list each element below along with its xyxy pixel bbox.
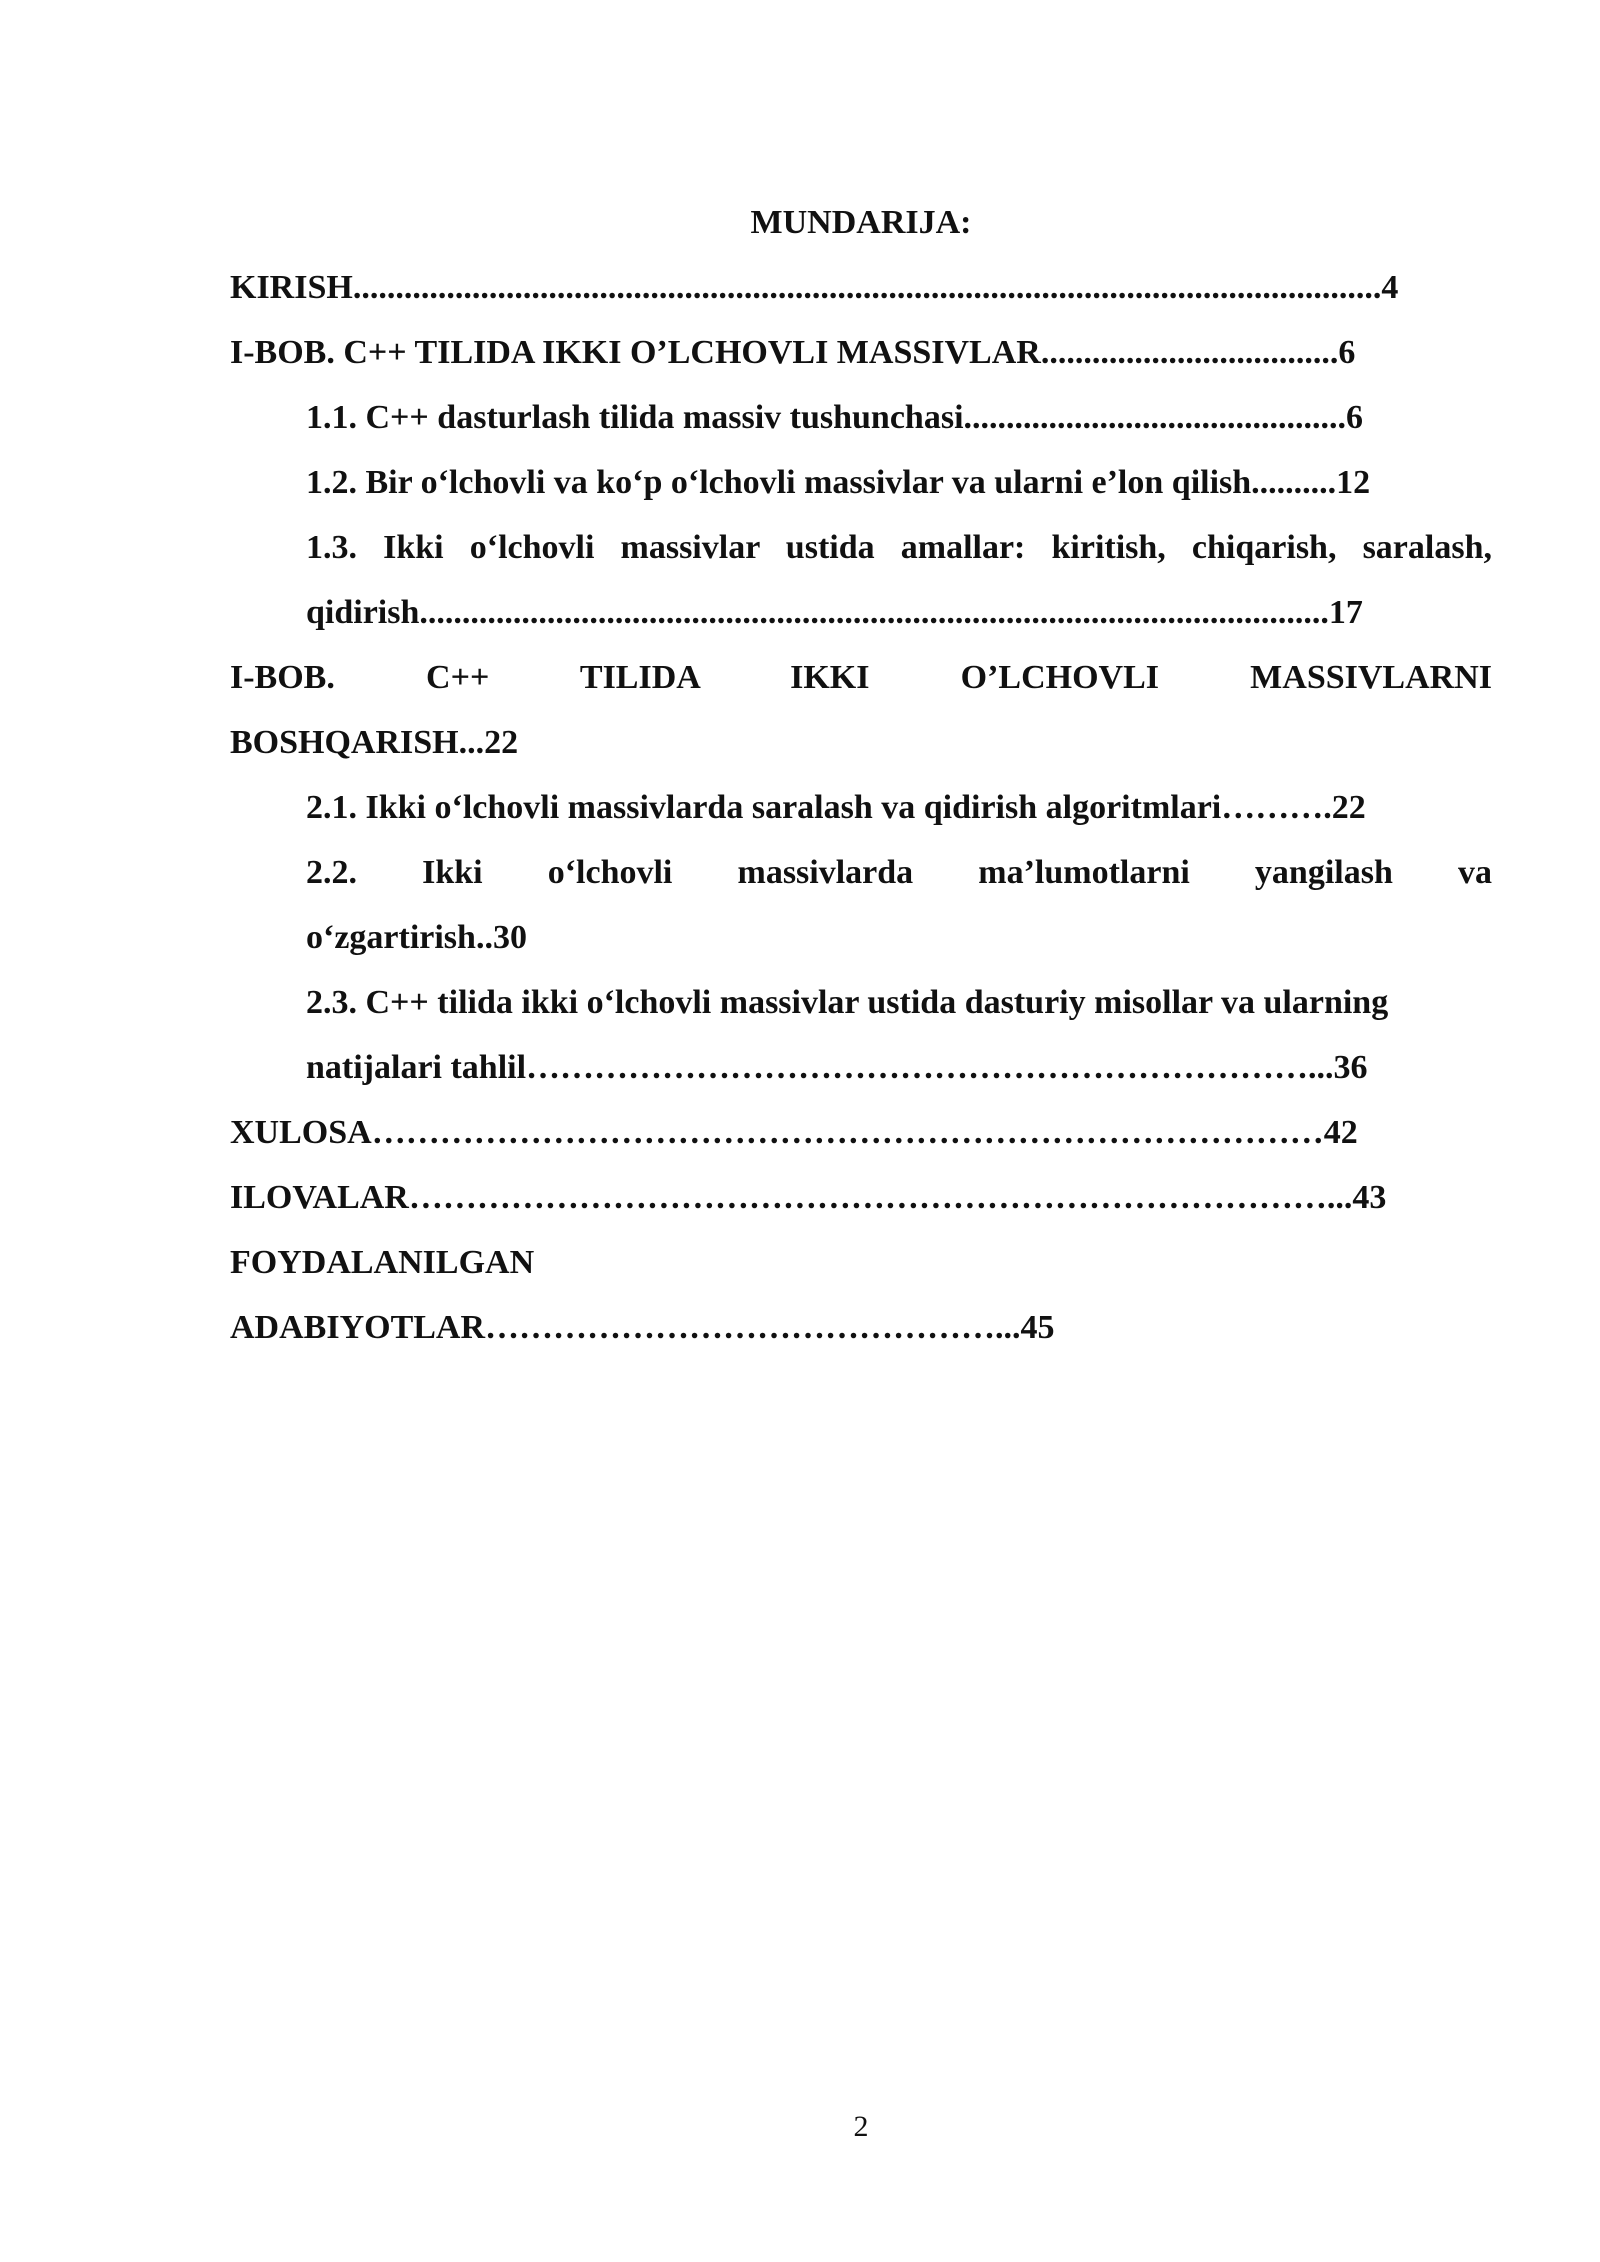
toc-entry-chapter-2-continued: BOSHQARISH...22 — [230, 724, 519, 761]
toc-entry-xulosa: XULOSA…………………………………………………………………………42 — [230, 1114, 1358, 1151]
toc-entry-section-2-1: 2.1. Ikki o‘lchovli massivlarda saralash va qidirish algoritmlari……….22 — [306, 789, 1366, 826]
toc-entry-adabiyotlar: FOYDALANILGAN — [230, 1244, 535, 1281]
toc-entry-section-1-2: 1.2. Bir o‘lchovli va ko‘p o‘lchovli massivlar va ularni e’lon qilish..........12 — [306, 464, 1371, 501]
table-of-contents — [230, 190, 1492, 1360]
toc-entry-section-2-3-continued: natijalari tahlil……………………………………………………………...36 — [306, 1049, 1368, 1086]
toc-entry-chapter-1: I-BOB. C++ TILIDA IKKI O’LCHOVLI MASSIVLAR...................................6 — [230, 334, 1356, 371]
toc-entry-adabiyotlar-continued: ADABIYOTLAR………………………………………...45 — [230, 1309, 1055, 1346]
toc-entry-kirish: KIRISH.........................................................................................................................4 — [230, 269, 1399, 306]
toc-entry-chapter-2: I-BOB. C++ TILIDA IKKI O’LCHOVLI MASSIVLARNI — [230, 659, 1492, 696]
toc-entry-ilovalar: ILOVALAR………………………………………………………………………...43 — [230, 1179, 1387, 1216]
toc-entry-section-1-3-continued: qidirish...........................................................................................................17 — [306, 594, 1363, 631]
page-number: 2 — [853, 2110, 869, 2143]
toc-entry-section-2-2-continued: o‘zgartirish..30 — [306, 919, 527, 956]
toc-entry-section-1-3: 1.3. Ikki o‘lchovli massivlar ustida amallar: kiritish, chiqarish, saralash, — [306, 529, 1492, 566]
toc-entry-section-1-1: 1.1. C++ dasturlash tilida massiv tushunchasi.............................................6 — [306, 399, 1364, 436]
toc-title: MUNDARIJA: — [750, 204, 972, 241]
toc-entry-section-2-3: 2.3. C++ tilida ikki o‘lchovli massivlar ustida dasturiy misollar va ularning — [306, 984, 1389, 1021]
toc-entry-section-2-2: 2.2. Ikki o‘lchovli massivlarda ma’lumotlarni yangilash va — [306, 854, 1492, 891]
